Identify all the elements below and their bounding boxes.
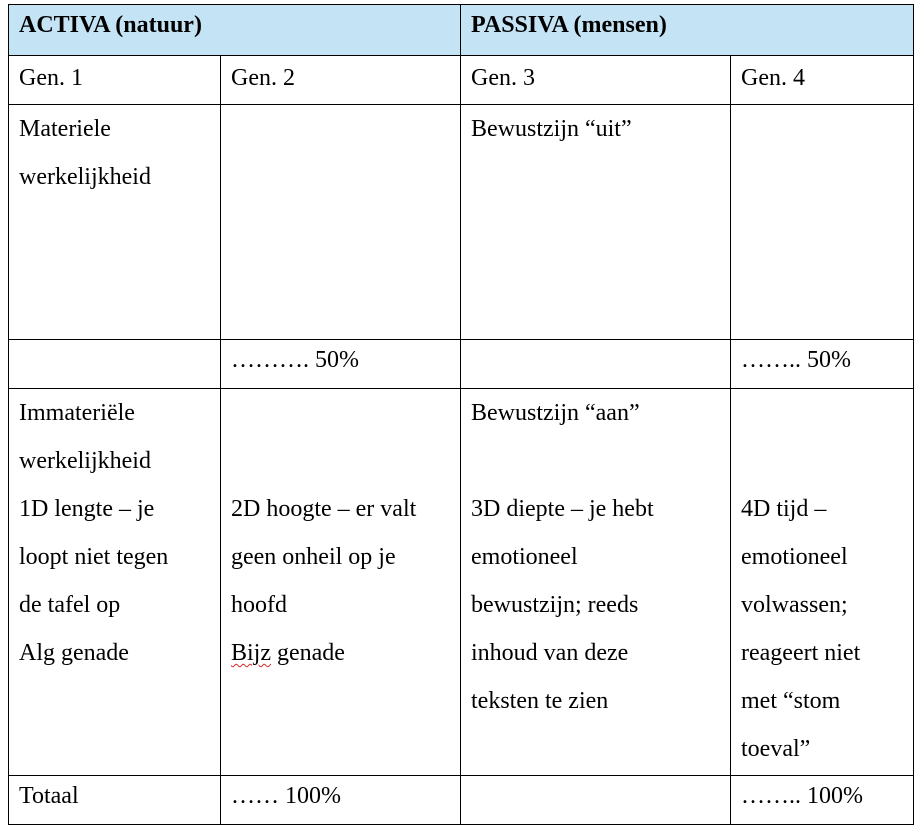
immaterial-gen3-line-2: emotioneel	[471, 544, 578, 570]
immaterial-gen4-line-2: emotioneel	[741, 544, 848, 570]
immaterial-gen1-cell	[9, 389, 221, 776]
passiva-header: PASSIVA (mensen)	[461, 5, 914, 56]
total-label-cell: Totaal	[9, 776, 221, 825]
total-gen2-cell: …… 100%	[221, 776, 461, 825]
material-gen2-cell	[221, 105, 461, 340]
material-gen4-cell	[731, 105, 914, 340]
material-gen3-cell	[461, 105, 731, 340]
immaterial-gen4-line-6: toeval”	[741, 736, 811, 762]
immaterial-gen3-cell	[461, 389, 731, 776]
immaterial-gen2-cell	[221, 389, 461, 776]
gen-2-header: Gen. 2	[221, 56, 461, 105]
gen-4-header: Gen. 4	[731, 56, 914, 105]
immaterial-gen3-line-5: teksten te zien	[471, 688, 609, 714]
immaterial-gen3-line-3: bewustzijn; reeds	[471, 592, 639, 618]
immaterial-gen1-line-5: de tafel op	[19, 592, 121, 618]
genade-word: genade	[271, 640, 345, 666]
pct-gen1-cell	[9, 340, 221, 389]
immaterial-gen3-line-1: 3D diepte – je hebt	[471, 496, 654, 522]
immaterial-gen1-line-1: Immateriële	[19, 400, 135, 426]
immaterial-gen2-line-1: 2D hoogte – er valt	[231, 496, 417, 522]
pct-gen2-cell: ………. 50%	[221, 340, 461, 389]
immaterial-gen2-spacer-2	[231, 437, 450, 485]
material-label-line-1: Materiele	[19, 116, 111, 142]
material-percentage-row	[9, 340, 914, 389]
generation-row	[9, 56, 914, 105]
generations-table	[8, 4, 914, 825]
immaterial-gen4-spacer-2	[741, 437, 903, 485]
pct-gen3-cell	[461, 340, 731, 389]
immaterial-gen2-line-4	[231, 629, 450, 677]
immaterial-gen2-line-3: hoofd	[231, 592, 287, 618]
immaterial-gen1-line-3: 1D lengte – je	[19, 496, 155, 522]
material-gen1-cell	[9, 105, 221, 340]
immaterial-gen3-line-4: inhoud van deze	[471, 640, 629, 666]
immaterial-gen4-line-5: met “stom	[741, 688, 841, 714]
total-row	[9, 776, 914, 825]
spellcheck-word[interactable]: Bijz	[231, 640, 271, 666]
consciousness-off-text: Bewustzijn “uit”	[471, 116, 632, 142]
immaterial-row	[9, 389, 914, 776]
immaterial-gen4-line-3: volwassen;	[741, 592, 848, 618]
immaterial-gen1-line-2: werkelijkheid	[19, 448, 151, 474]
pct-gen4-cell: …….. 50%	[731, 340, 914, 389]
immaterial-gen1-line-4: loopt niet tegen	[19, 544, 169, 570]
total-gen4-cell: …….. 100%	[731, 776, 914, 825]
header-row	[9, 5, 914, 56]
immaterial-gen1-line-6: Alg genade	[19, 640, 129, 666]
consciousness-on-text: Bewustzijn “aan”	[471, 400, 640, 426]
total-gen3-cell	[461, 776, 731, 825]
material-row	[9, 105, 914, 340]
immaterial-gen4-spacer-1	[741, 389, 903, 437]
activa-header: ACTIVA (natuur)	[9, 5, 461, 56]
gen-1-header: Gen. 1	[9, 56, 221, 105]
immaterial-gen4-line-4: reageert niet	[741, 640, 861, 666]
immaterial-gen3-spacer	[471, 437, 720, 485]
immaterial-gen4-cell	[731, 389, 914, 776]
gen-3-header: Gen. 3	[461, 56, 731, 105]
material-label-line-2: werkelijkheid	[19, 164, 151, 190]
immaterial-gen4-line-1: 4D tijd –	[741, 496, 827, 522]
immaterial-gen2-spacer-1	[231, 389, 450, 437]
immaterial-gen2-line-2: geen onheil op je	[231, 544, 396, 570]
